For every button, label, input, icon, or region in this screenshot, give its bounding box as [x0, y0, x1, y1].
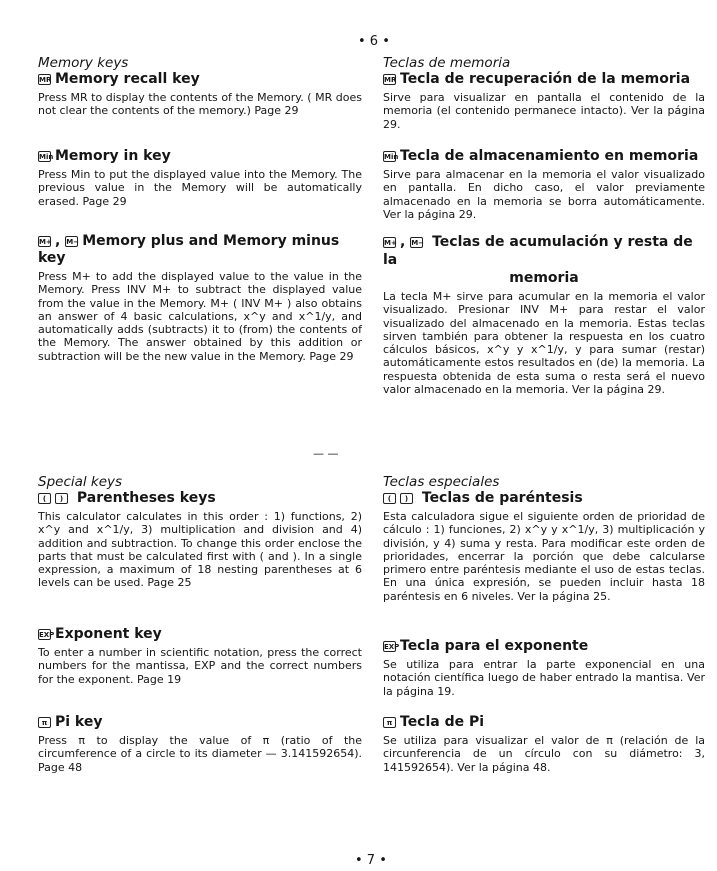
left-exponent-title: Exponent key — [55, 626, 162, 642]
left-memory-plus-minus-heading: M+ , M− Memory plus and Memory minus key — [38, 233, 340, 266]
left-pi-title: Pi key — [55, 714, 103, 730]
left-pi-text: Press π to display the value of π (ratio of the circumference of a circle to its diameter — 3.141592654). Page 48 — [38, 734, 362, 774]
left-section-label-memory: Memory keys — [38, 55, 129, 71]
left-memory-in-text: Press Min to put the displayed value into the Memory. The previous value in the Memory will be automatically erased. Page 29 — [38, 168, 362, 208]
right-memory-in-section — [383, 148, 705, 221]
left-memory-plus-minus-title: Memory plus and Memory minus key — [38, 233, 340, 266]
right-exponent-heading — [383, 638, 705, 655]
memory-in-key-icon: Min — [39, 152, 54, 161]
right-memory-in-heading — [383, 148, 705, 165]
right-exponent-section — [383, 638, 705, 698]
left-memory-in-heading — [38, 148, 362, 165]
exponent-key-icon: EXP — [39, 630, 55, 639]
memory-plus-key-icon: M+ — [384, 238, 397, 247]
right-parentheses-title: Teclas de paréntesis — [421, 490, 583, 506]
exponent-key-icon: EXP — [384, 642, 400, 651]
right-memory-keys-section — [383, 55, 705, 131]
left-parentheses-text: This calculator calculates in this order : 1) functions, 2) x^y and x^1/y, 3) multiplication and division and 4) addition and subtraction. To change this order enclose the parts that must be calculated first with ( and ). In a single expression, a maximum of 18 nesting parentheses at 6 levels can be used. Page 25 — [38, 510, 362, 590]
left-section-label-special: Special keys — [38, 474, 123, 490]
pi-key-icon: π — [383, 717, 396, 728]
left-parentheses-heading — [38, 490, 362, 507]
right-memory-recall-text: Sirve para visualizar en pantalla el contenido de la memoria (el contenido permanece intacto). Ver la página 29. — [383, 91, 705, 131]
left-memory-keys-section — [38, 55, 362, 118]
memory-recall-key-icon: MR — [39, 75, 52, 84]
left-exponent-heading — [38, 626, 362, 643]
right-memory-plus-minus-heading: M+ , M− Teclas de acumulación y resta de la — [383, 234, 693, 268]
close-parenthesis-key-icon: ) — [400, 493, 413, 504]
right-parentheses-heading — [383, 490, 705, 507]
memory-in-key-icon: Min — [384, 152, 399, 161]
memory-minus-key-icon: M− — [66, 237, 80, 246]
right-section-label-memory: Teclas de memoria — [383, 55, 511, 71]
right-exponent-text: Se utiliza para entrar la parte exponencial en una notación científica luego de haber entrado la mantisa. Ver la página 19. — [383, 658, 705, 698]
left-pi-section — [38, 714, 362, 774]
right-memory-recall-heading — [383, 71, 705, 88]
left-memory-in-section — [38, 148, 362, 208]
left-special-keys-section — [38, 474, 362, 590]
right-memory-plus-minus-section — [383, 233, 705, 396]
right-memory-plus-minus-title-line1: Teclas de acumulación y resta de la — [383, 234, 693, 268]
memory-minus-key-icon: M− — [411, 238, 425, 247]
left-exponent-text: To enter a number in scientific notation, press the correct numbers for the mantissa, EXP and the correct numbers for the exponent. Page 19 — [38, 646, 362, 686]
left-memory-recall-text: Press MR to display the contents of the Memory. ( MR does not clear the contents of the memory.) Page 29 — [38, 91, 362, 118]
right-memory-plus-minus-text: La tecla M+ sirve para acumular en la memoria el valor visualizado. Presionar INV M+ para restar el valor visualizado del almacenado en la memoria. Estas teclas sirven también para obtener la respuesta en los cuatro cálculos básicos, x^y y x^1/y, y para sumar (restar) automáticamente estos resultados en (de) la memoria. La respuesta obtenida de esta suma o resta será el nuevo valor almacenado en la memoria. Ver la página 29. — [383, 290, 705, 397]
right-memory-plus-minus-title-line2: memoria — [509, 270, 579, 286]
right-exponent-title: Tecla para el exponente — [400, 638, 589, 654]
close-parenthesis-key-icon: ) — [55, 493, 68, 504]
left-memory-recall-title: Memory recall key — [55, 71, 200, 87]
left-pi-heading — [38, 714, 362, 731]
pi-key-icon: π — [38, 717, 51, 728]
memory-recall-key-icon: MR — [384, 75, 397, 84]
open-parenthesis-key-icon: ( — [383, 493, 396, 504]
right-pi-section — [383, 714, 705, 774]
right-pi-title: Tecla de Pi — [400, 714, 485, 730]
right-section-label-special: Teclas especiales — [383, 474, 500, 490]
right-pi-heading — [383, 714, 705, 731]
left-memory-recall-heading — [38, 71, 362, 88]
top-page-number: • 6 • — [358, 34, 390, 49]
left-memory-plus-minus-section — [38, 233, 362, 363]
memory-plus-key-icon: M+ — [39, 237, 52, 246]
section-divider: — — — [313, 447, 339, 460]
right-pi-text: Se utiliza para visualizar el valor de π (relación de la circunferencia de un círculo con su diámetro: 3, 141592654). Ver la página 48. — [383, 734, 705, 774]
right-special-keys-section — [383, 474, 705, 603]
right-memory-recall-title: Tecla de recuperación de la memoria — [400, 71, 691, 87]
open-parenthesis-key-icon: ( — [38, 493, 51, 504]
right-memory-in-title: Tecla de almacenamiento en memoria — [400, 148, 699, 164]
left-exponent-section — [38, 626, 362, 686]
bottom-page-number: • 7 • — [355, 853, 387, 868]
left-parentheses-title: Parentheses keys — [76, 490, 216, 506]
right-memory-in-text: Sirve para almacenar en la memoria el valor visualizado en pantalla. En dicho caso, el valor previamente almacenado en la memoria se borra automáticamente. Ver la página 29. — [383, 168, 705, 221]
left-memory-plus-minus-text: Press M+ to add the displayed value to the value in the Memory. Press INV M+ to subtract the displayed value from the value in the Memory. M+ ( INV M+ ) also obtains an answer of 4 basic calculations, x^y and x^1/y, and automatically adds (subtracts) it to (from) the contents of the Memory. The answer obtained by this addition or subtraction will be the new value in the Memory. Page 29 — [38, 270, 362, 363]
right-parentheses-text: Esta calculadora sigue el siguiente orden de prioridad de cálculo : 1) funciones, 2) x^y y x^1/y, 3) multiplicación y división, y 4) suma y resta. Para modificar este orden de prioridades, encerrar la porción que debe calcularse primero entre paréntesis mediante el uso de estas teclas. En una única expresión, se pueden incluir hasta 18 paréntesis en 6 niveles. Ver la página 25. — [383, 510, 705, 603]
left-memory-in-title: Memory in key — [55, 148, 171, 164]
